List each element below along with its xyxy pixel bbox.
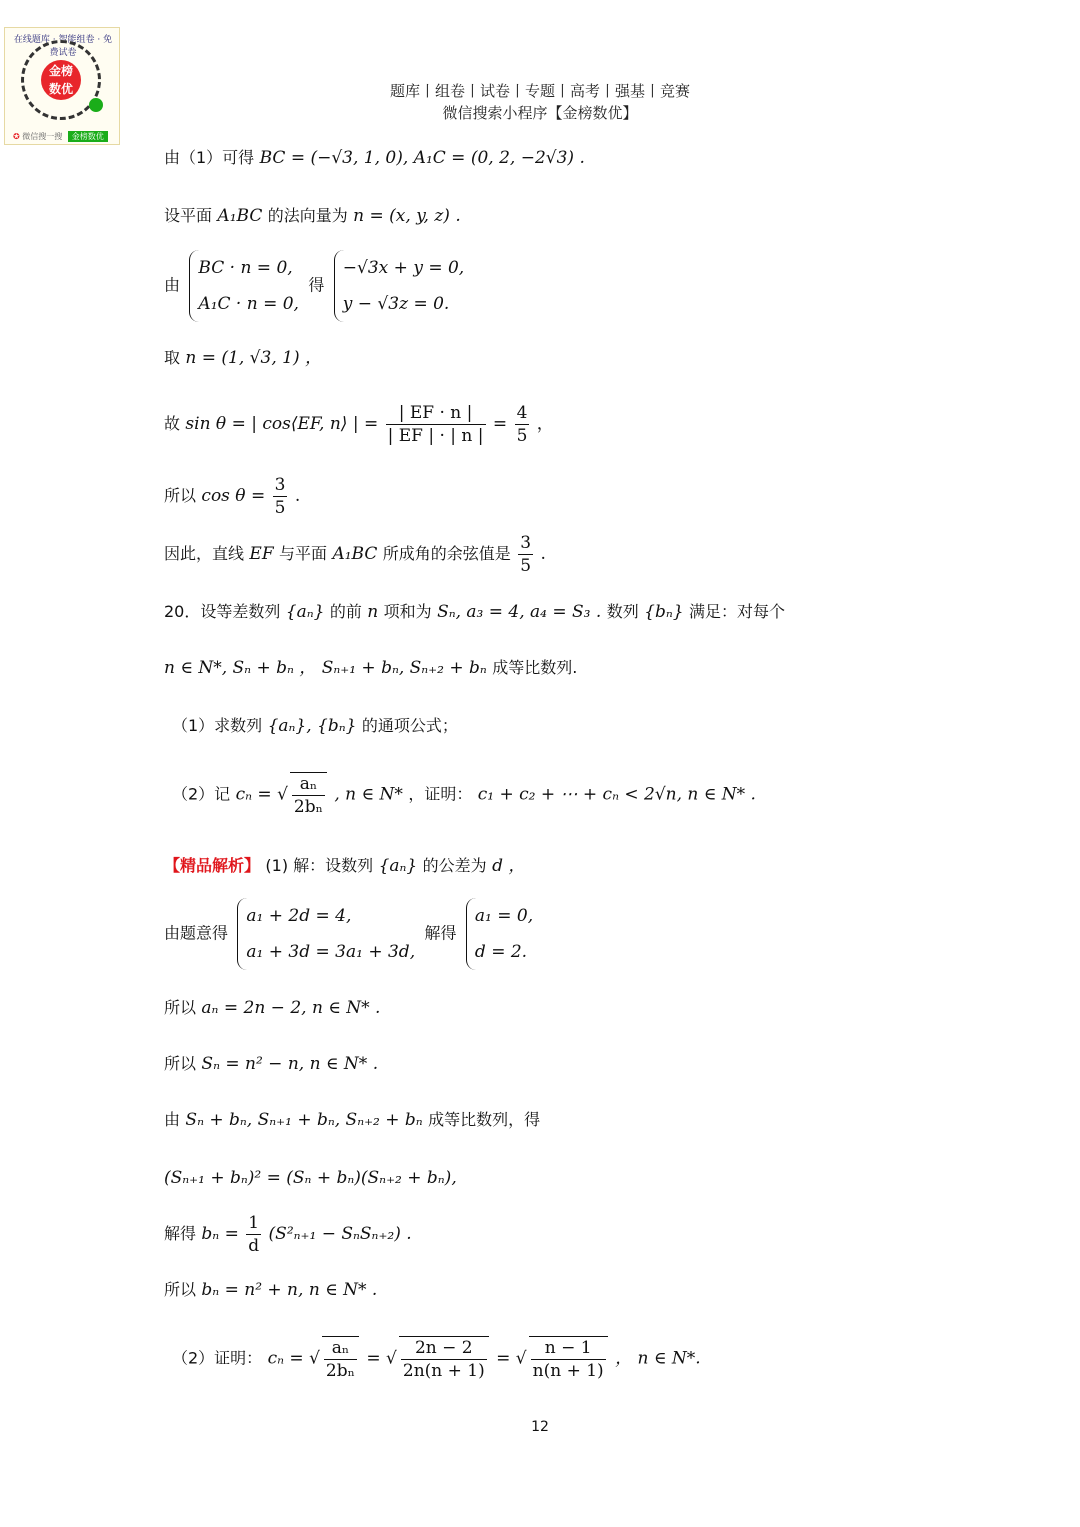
text: (1) 解：设数列 (265, 856, 374, 875)
text: 的法向量为 (267, 206, 348, 225)
text: 由（1）可得 (164, 148, 255, 167)
text: 所以 (164, 1280, 197, 1299)
denominator: 5 (516, 426, 528, 446)
page-number: 12 (531, 1419, 549, 1435)
fraction (515, 402, 530, 447)
text: 所以 (164, 998, 197, 1017)
fraction (322, 1336, 359, 1382)
text: 所以 (164, 486, 197, 505)
denominator: 2bₙ (325, 1361, 355, 1381)
fraction (290, 772, 327, 818)
equation-system (237, 898, 415, 970)
math: (S²ₙ₊₁ − SₙSₙ₊₂) . (268, 1224, 412, 1244)
denominator: d (248, 1236, 260, 1256)
text: 20．设等差数列 (164, 602, 281, 621)
math: {aₙ} (378, 856, 418, 876)
text: 与平面 (279, 544, 328, 563)
math: A₁BC (332, 544, 378, 564)
denominator: n(n + 1) (532, 1361, 604, 1381)
text: 故 (164, 414, 181, 433)
solution-line-6 (164, 474, 300, 519)
fraction (246, 1212, 261, 1257)
math: d = 2. (474, 942, 528, 962)
math: −√3x + y = 0, (342, 258, 465, 278)
math: a₁ + 3d = 3a₁ + 3d, (246, 942, 416, 962)
math: , n ∈ N* (334, 784, 403, 805)
text: （1）求数列 (172, 716, 263, 735)
text: 因此，直线 (164, 544, 245, 563)
text: 的通项公式； (361, 716, 458, 735)
solution-line-2 (164, 204, 461, 228)
text: ，证明： (408, 784, 473, 804)
denominator: 5 (274, 498, 286, 518)
math: EF (249, 544, 274, 564)
math: n ∈ N*, Sₙ + bₙ ， Sₙ₊₁ + bₙ, Sₙ₊₂ + bₙ (164, 658, 487, 678)
text: 数列 (606, 602, 639, 621)
math: = (492, 414, 508, 434)
math: Sₙ + bₙ, Sₙ₊₁ + bₙ, Sₙ₊₂ + bₙ (185, 1110, 423, 1130)
math: y − √3z = 0. (342, 294, 450, 314)
solution-line-20: （2）证明： cₙ = √ $\frac{\text{aₙ}}{\text{2bₙ}}$ = √ $\frac{2n - 2}{2n(n + 1)}$ = √ $\frac{n - 1}{n(n + 1)}$ ， n ∈ N*. (172, 1338, 701, 1381)
solution-line-4 (164, 346, 322, 370)
math: (Sₙ₊₁ + bₙ)² = (Sₙ + bₙ)(Sₙ₊₂ + bₙ), (164, 1168, 457, 1188)
math: cₙ = (267, 1348, 304, 1369)
text: 成等比数列，得 (428, 1110, 541, 1129)
math: . (540, 544, 546, 564)
equation-system (466, 898, 533, 970)
logo-badge: 金榜数优 (68, 131, 108, 142)
math: ， (536, 414, 554, 434)
math: A₁BC (217, 206, 263, 226)
math: n = (1, √3, 1) ， (185, 348, 322, 368)
solution-line-16 (164, 1108, 540, 1132)
math: sin θ = | cos⟨EF, n⟩ | = (185, 414, 379, 434)
solution-line-19 (164, 1278, 377, 1302)
solution-line-13 (164, 898, 537, 970)
math: aₙ = 2n − 2, n ∈ N* . (201, 998, 381, 1018)
denominator: 2n(n + 1) (402, 1361, 485, 1381)
text: 由 (164, 1110, 181, 1129)
text: 的前 (329, 602, 362, 621)
seal-top-text: 金榜 (48, 64, 73, 78)
math: ， n ∈ N*. (615, 1348, 701, 1369)
math: . (294, 486, 301, 506)
fraction (399, 1336, 489, 1382)
numerator: 3 (274, 475, 286, 495)
solution-line-7 (164, 532, 546, 577)
fraction (273, 474, 288, 519)
numerator: aₙ (292, 773, 325, 796)
math: d ， (492, 856, 526, 876)
math: cₙ = (235, 784, 272, 805)
solution-line-5 (164, 402, 554, 447)
math: Sₙ, a₃ = 4, a₄ = S₃ . (437, 602, 602, 622)
math: cos θ = (201, 486, 266, 506)
star-icon: ✪ (13, 132, 20, 141)
solution-line-17 (164, 1166, 457, 1190)
text: 所成角的余弦值是 (382, 544, 511, 563)
fraction (518, 532, 533, 577)
text: 解得 (164, 1224, 197, 1243)
text: 得 (308, 275, 325, 295)
equation-system (189, 250, 299, 322)
text: 成等比数列. (492, 658, 578, 677)
header-miniprogram: 微信搜索小程序【金榜数优】 (442, 104, 638, 122)
logo-search-text: 微信搜一搜 (22, 132, 63, 141)
fraction (386, 402, 486, 447)
fraction (529, 1336, 608, 1382)
text: 满足：对每个 (688, 602, 785, 621)
math: a₁ + 2d = 4, (246, 906, 352, 926)
solution-label: 【精品解析】 (164, 856, 261, 875)
solution-line-14 (164, 996, 380, 1020)
math: bₙ = n² + n, n ∈ N* . (201, 1280, 378, 1300)
text: 解得 (424, 923, 457, 943)
math: BC · n = 0, (198, 258, 293, 278)
solution-line-15 (164, 1052, 378, 1076)
math: = (496, 1348, 511, 1369)
denominator: | EF | · | n | (387, 426, 484, 446)
math: c₁ + c₂ + ⋯ + cₙ < 2√n, n ∈ N* . (477, 784, 756, 805)
math: BC = (−√3, 1, 0), A₁C = (0, 2, −2√3) . (259, 148, 585, 168)
math: Sₙ = n² − n, n ∈ N* . (201, 1054, 379, 1074)
seal-bottom-text: 数优 (48, 82, 73, 96)
text: 由 (164, 275, 181, 295)
problem-20-statement-cont (164, 656, 577, 680)
text: 项和为 (383, 602, 432, 621)
math: A₁C · n = 0, (198, 294, 299, 314)
math: a₁ = 0, (474, 906, 534, 926)
logo-ring-text: 在线题库 · 智能组卷 · 免费试卷 (13, 35, 113, 58)
denominator: 5 (520, 556, 532, 576)
equation-system (334, 250, 464, 322)
text: 设平面 (164, 206, 213, 225)
solution-line-3 (164, 250, 468, 322)
numerator: aₙ (324, 1337, 357, 1360)
math: = (366, 1348, 381, 1369)
math: {bₙ} (644, 602, 684, 622)
text: 的公差为 (422, 856, 487, 875)
problem-20-part-1 (172, 714, 458, 738)
numerator: 2n − 2 (401, 1337, 487, 1360)
text: 取 (164, 348, 181, 367)
numerator: n − 1 (531, 1337, 606, 1360)
problem-20-part-2: （2）记 cₙ = √ $\frac{\text{aₙ}}{\text{2bₙ}}$ , n ∈ N* ，证明： c₁ + c₂ + ⋯ + cₙ < 2√n, n ∈ N* . (172, 774, 756, 817)
denominator: 2bₙ (293, 797, 323, 817)
header-categories: 题库丨组卷丨试卷丨专题丨高考丨强基丨竞赛 (389, 82, 690, 100)
math: n (367, 602, 379, 622)
solution-line-1 (164, 146, 585, 170)
math: {aₙ}, {bₙ} (267, 716, 357, 736)
logo-bottom-bar (13, 131, 108, 142)
math: {aₙ} (285, 602, 325, 622)
text: （2）记 (172, 784, 231, 804)
solution-heading (164, 854, 525, 878)
solution-line-18 (164, 1212, 412, 1257)
math: bₙ = (201, 1224, 239, 1244)
text: （2）证明： (172, 1348, 263, 1368)
problem-20-statement (164, 600, 785, 624)
math: n = (x, y, z) . (353, 206, 461, 226)
text: 由题意得 (164, 923, 229, 943)
numerator: 3 (520, 533, 532, 553)
numerator: 1 (246, 1212, 261, 1235)
text: 所以 (164, 1054, 197, 1073)
numerator: | EF · n | (386, 402, 486, 425)
numerator: 4 (516, 403, 528, 423)
